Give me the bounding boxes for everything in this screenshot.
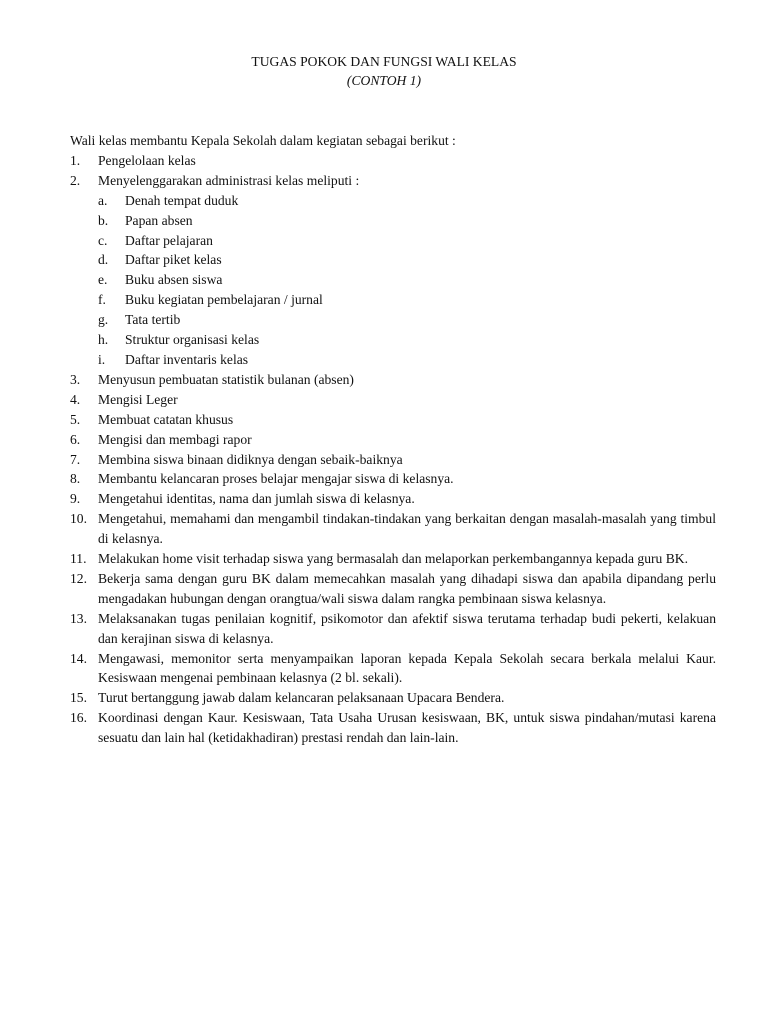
- sub-list-item-letter: a.: [98, 192, 108, 208]
- list-item-text: Menyusun pembuatan statistik bulanan (absen): [98, 371, 354, 387]
- document-header: [0, 52, 768, 90]
- list-item-number: 1.: [70, 152, 81, 168]
- list-item: [70, 609, 716, 649]
- list-item-number: 13.: [70, 610, 87, 626]
- list-item-number: 10.: [70, 511, 87, 527]
- list-item-text: Mengawasi, memonitor serta menyampaikan laporan kepada Kepala Sekolah secara berkala melalui Kaur. Kesiswaan mengenai pembinaan kelasnya (2 bl. sekali).: [98, 650, 716, 686]
- list-item: [70, 151, 716, 171]
- sub-list-item-text: Daftar pelajaran: [125, 232, 213, 248]
- list-item-number: 15.: [70, 690, 87, 706]
- list-item-number: 14.: [70, 650, 87, 666]
- sub-list-item: [98, 290, 716, 310]
- list-item: [70, 171, 716, 370]
- sub-list-item: [98, 191, 716, 211]
- list-item-text: Membina siswa binaan didiknya dengan sebaik-baiknya: [98, 451, 403, 467]
- list-item-number: 7.: [70, 451, 81, 467]
- sub-list-item: [98, 211, 716, 231]
- list-item-number: 12.: [70, 570, 87, 586]
- sub-list-item: [98, 330, 716, 350]
- list-item: [70, 569, 716, 609]
- sub-list-item: [98, 250, 716, 270]
- list-item-text: Melaksanakan tugas penilaian kognitif, psikomotor dan afektif siswa terutama terhadap budi pekerti, kelakuan dan kerajinan siswa di kelasnya.: [98, 610, 716, 646]
- sub-list-item: [98, 270, 716, 290]
- list-item-number: 11.: [70, 551, 87, 567]
- list-item-number: 2.: [70, 172, 81, 188]
- list-item-number: 8.: [70, 471, 81, 487]
- sub-list-item-text: Buku absen siswa: [125, 272, 223, 288]
- list-item-text: Menyelenggarakan administrasi kelas meliputi :: [98, 172, 360, 188]
- list-item-number: 6.: [70, 431, 81, 447]
- sub-list-item-letter: h.: [98, 332, 109, 348]
- list-item: [70, 688, 716, 708]
- list-item-text: Bekerja sama dengan guru BK dalam memecahkan masalah yang dihadapi siswa dan apabila dipandang perlu mengadakan hubungan dengan orangtua/wali siswa dalam rangka pembinaan siswa kelasnya.: [98, 570, 716, 606]
- list-item: [70, 410, 716, 430]
- list-item-text: Pengelolaan kelas: [98, 152, 196, 168]
- list-item-text: Membuat catatan khusus: [98, 411, 234, 427]
- list-item-number: 16.: [70, 710, 87, 726]
- sub-list-item-letter: i.: [98, 351, 106, 367]
- list-item-number: 9.: [70, 491, 81, 507]
- list-item: [70, 509, 716, 549]
- sub-list-item-text: Daftar piket kelas: [125, 252, 222, 268]
- sub-list-item-letter: d.: [98, 252, 109, 268]
- list-item: [70, 430, 716, 450]
- list-item: [70, 708, 716, 748]
- document-subtitle: (CONTOH 1): [346, 73, 422, 88]
- sub-list-item-text: Struktur organisasi kelas: [125, 332, 260, 348]
- document-title: TUGAS POKOK DAN FUNGSI WALI KELAS: [251, 54, 517, 69]
- list-item-number: 3.: [70, 371, 81, 387]
- list-item: [70, 649, 716, 689]
- list-item-text: Koordinasi dengan Kaur. Kesiswaan, Tata Usaha Urusan kesiswaan, BK, untuk siswa pindahan/mutasi karena sesuatu dan lain hal (ketidakhadiran) prestasi rendah dan lain-lain.: [98, 710, 716, 746]
- list-item-text: Membantu kelancaran proses belajar mengajar siswa di kelasnya.: [98, 471, 454, 487]
- list-item-text: Mengisi dan membagi rapor: [98, 431, 252, 447]
- sub-list-item-letter: c.: [98, 232, 108, 248]
- list-item: [70, 549, 716, 569]
- list-item-text: Turut bertanggung jawab dalam kelancaran pelaksanaan Upacara Bendera.: [98, 690, 505, 706]
- sub-list-item: [98, 310, 716, 330]
- sub-list-item-text: Tata tertib: [125, 312, 181, 328]
- sub-list-item-text: Buku kegiatan pembelajaran / jurnal: [125, 292, 323, 308]
- list-item: [70, 390, 716, 410]
- document-body: [70, 131, 716, 748]
- sub-list-item-letter: e.: [98, 272, 108, 288]
- duties-list: [70, 151, 716, 748]
- list-item-number: 5.: [70, 411, 81, 427]
- sub-list-item-text: Papan absen: [125, 212, 193, 228]
- list-item: [70, 489, 716, 509]
- sub-list-item-letter: b.: [98, 212, 109, 228]
- list-item-number: 4.: [70, 391, 81, 407]
- sub-list-item-letter: f.: [98, 292, 106, 308]
- intro-paragraph: Wali kelas membantu Kepala Sekolah dalam kegiatan sebagai berikut :: [70, 133, 456, 148]
- sub-list-item-letter: g.: [98, 312, 109, 328]
- sub-list-item-text: Daftar inventaris kelas: [125, 351, 249, 367]
- list-item: [70, 450, 716, 470]
- list-item-text: Mengisi Leger: [98, 391, 178, 407]
- list-item-text: Melakukan home visit terhadap siswa yang bermasalah dan melaporkan perkembangannya kepada guru BK.: [98, 551, 689, 567]
- sub-list: [98, 191, 716, 370]
- list-item-text: Mengetahui, memahami dan mengambil tindakan-tindakan yang berkaitan dengan masalah-masalah yang timbul di kelasnya.: [98, 511, 716, 547]
- sub-list-item: [98, 350, 716, 370]
- list-item-text: Mengetahui identitas, nama dan jumlah siswa di kelasnya.: [98, 491, 415, 507]
- list-item: [70, 370, 716, 390]
- sub-list-item-text: Denah tempat duduk: [125, 192, 239, 208]
- sub-list-item: [98, 231, 716, 251]
- list-item: [70, 469, 716, 489]
